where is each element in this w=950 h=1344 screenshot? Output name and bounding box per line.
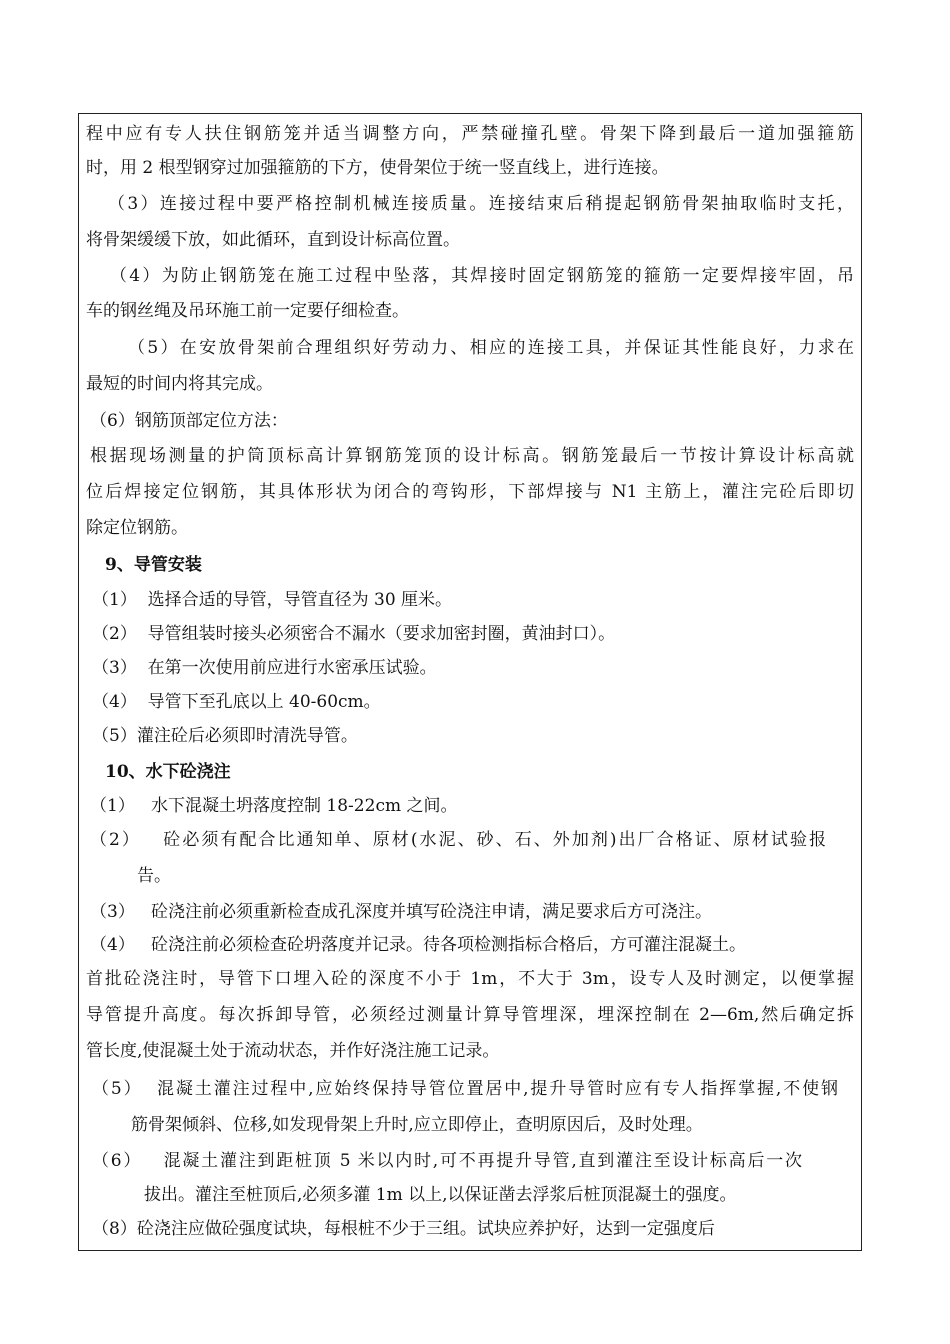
text-line: （3） 砼浇注前必须重新检查成孔深度并填写砼浇注申请，满足要求后方可浇注。 [90,902,713,922]
text-line: 拔出。灌注至桩顶后,必须多灌 1m 以上,以保证凿去浮浆后桩顶混凝土的强度。 [144,1185,737,1205]
text-line: （6） 混凝土灌注到距桩顶 5 米以内时,可不再提升导管,直到灌注至设计标高后一次 [92,1151,802,1171]
text-line: （4） 导管下至孔底以上 40-60cm。 [92,692,381,712]
text-line: （5）灌注砼后必须即时清洗导管。 [92,726,358,746]
text-line: （6）钢筋顶部定位方法： [90,411,288,431]
text-line: 根据现场测量的护筒顶标高计算钢筋笼顶的设计标高。钢筋笼最后一节按计算设计标高就 [90,446,854,466]
text-line: 导管提升高度。每次拆卸导管，必须经过测量计算导管埋深，埋深控制在 2—6m,然后确定拆 [86,1005,854,1025]
section-heading: 10、水下砼浇注 [105,762,231,782]
text-line: （2） 砼必须有配合比通知单、原材(水泥、砂、石、外加剂)出厂合格证、原材试验报 [90,830,826,850]
text-line: （4） 砼浇注前必须检查砼坍落度并记录。待各项检测指标合格后，方可灌注混凝土。 [90,935,747,955]
text-line: 将骨架缓缓下放，如此循环，直到设计标高位置。 [86,230,460,250]
text-line: 管长度,使混凝土处于流动状态，并作好浇注施工记录。 [86,1041,500,1061]
text-line: （1） 水下混凝土坍落度控制 18-22cm 之间。 [90,796,458,816]
text-line: 首批砼浇注时，导管下口埋入砼的深度不小于 1m，不大于 3m，设专人及时测定，以便掌握 [86,969,854,989]
section-heading: 9、导管安装 [105,555,202,575]
text-line: 程中应有专人扶住钢筋笼并适当调整方向，严禁碰撞孔壁。骨架下降到最后一道加强箍筋 [86,124,854,144]
text-line: 筋骨架倾斜、位移,如发现骨架上升时,应立即停止，查明原因后，及时处理。 [131,1115,703,1135]
text-line: （3）连接过程中要严格控制机械连接质量。连接结束后稍提起钢筋骨架抽取临时支托， [108,194,854,214]
text-line: 时，用 2 根型钢穿过加强箍筋的下方，使骨架位于统一竖直线上，进行连接。 [86,158,669,178]
text-line: 除定位钢筋。 [86,518,188,538]
text-line: （8）砼浇注应做砼强度试块，每根桩不少于三组。试块应养护好，达到一定强度后 [92,1219,715,1239]
text-line: （1） 选择合适的导管，导管直径为 30 厘米。 [92,590,453,610]
text-line: 位后焊接定位钢筋，其具体形状为闭合的弯钩形，下部焊接与 N1 主筋上，灌注完砼后即切 [86,482,854,502]
text-line: （5） 混凝土灌注过程中,应始终保持导管位置居中,提升导管时应有专人指挥掌握,不使钢 [92,1079,838,1099]
text-line: （5）在安放骨架前合理组织好劳动力、相应的连接工具，并保证其性能良好，力求在 [128,338,854,358]
text-line: （4）为防止钢筋笼在施工过程中坠落，其焊接时固定钢筋笼的箍筋一定要焊接牢固，吊 [110,266,854,286]
text-line: （3） 在第一次使用前应进行水密承压试验。 [92,658,437,678]
text-line: 最短的时间内将其完成。 [86,374,273,394]
text-line: 告。 [137,866,171,886]
text-line: 车的钢丝绳及吊环施工前一定要仔细检查。 [86,301,409,321]
text-line: （2） 导管组装时接头必须密合不漏水（要求加密封圈，黄油封口）。 [92,624,616,644]
